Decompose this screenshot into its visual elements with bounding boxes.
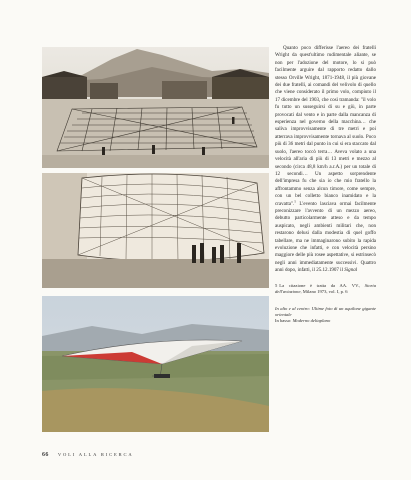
- body-text-part-b: L'evento lasciava ormai facilmente preconizzare l'avvento di un mezzo aereo, debutto particolarmente atteso e da tempo auspicato, negli ambienti militari che, non restarono delusi dalla modestia di quel goffo tabellare, ma ne immaginarono subito la rapida evoluzione che infatti, e con velocità persino maggiore delle più rosee aspettative, si estrinsecò negli anni immediatamente successivi. Quattro anni dopo, infatti, il 25.12.1907 il: [275, 200, 376, 274]
- photo-kite-frame-village: [42, 47, 269, 168]
- photo-giant-kite-closeup: [42, 173, 269, 288]
- footnote-book-title: Storia dell'aviazione: [275, 282, 376, 295]
- body-paragraph: [275, 45, 376, 275]
- caption-line-bottom: Moderno deltaplano: [292, 318, 331, 324]
- footnote-text-b: , Milano 1973, vol. I, p. 6: [300, 289, 348, 295]
- body-text-part-a: Quanto poco differisse l'aereo dei fratelli Wright da quest'ultimo rudimentale aliante, se non per l'adozione del motore, lo si può facilmente arguire dal rapporto redatto dallo stesso Orville Wright, 1871-1948, il più giovane dei due fratelli, ai comandi del velivolo di quello che viene considerato il primo volo, compiuto il 17 dicembre del 1903, che così tramanda: "il volo fu tutto un susseguirsi di su e giù, in parte provocati dal vento e in parte dalla mancanza di esperienza nel governo della macchina… che saliva improvvisamente di tre metri e poi atterrava improvvisamente tornava al suolo. Poco più di 36 metri dal punto in cui si era staccato dal suolo, l'aereo toccò terra… Aveva volato a una velocità all'aria di più di 13 metri e mezzo al secondo (circa 48,8 km/h a.r.A.) per un totale di 12 secondi… Un aspetto sorprendente dell'impresa fu che sia io che mio fratello la affrontammo senza alcun timore, come sempre, con un bel colletto bianco inamidato e la cravatta".: [275, 45, 376, 207]
- caption-label-bottom: In basso:: [275, 318, 293, 324]
- article-text-column: [275, 45, 376, 324]
- photo-modern-hang-glider: [42, 296, 269, 432]
- footnote-number: 5: [275, 282, 278, 288]
- footnote: [275, 283, 376, 296]
- footnote-reference: 5: [294, 198, 297, 203]
- photo-caption: [275, 306, 376, 325]
- body-text-italic-signal: Signal: [344, 267, 358, 274]
- caption-line-top: In alto e al centro: Ultime foto di un aquilone gigante orientale: [275, 305, 376, 317]
- page-number: 66: [42, 452, 49, 458]
- footnote-text-a: La citazione è tratta da AA. VV.,: [279, 282, 365, 288]
- page-footer: [42, 452, 133, 458]
- running-title: VOLI ALLA RICERCA: [57, 452, 134, 457]
